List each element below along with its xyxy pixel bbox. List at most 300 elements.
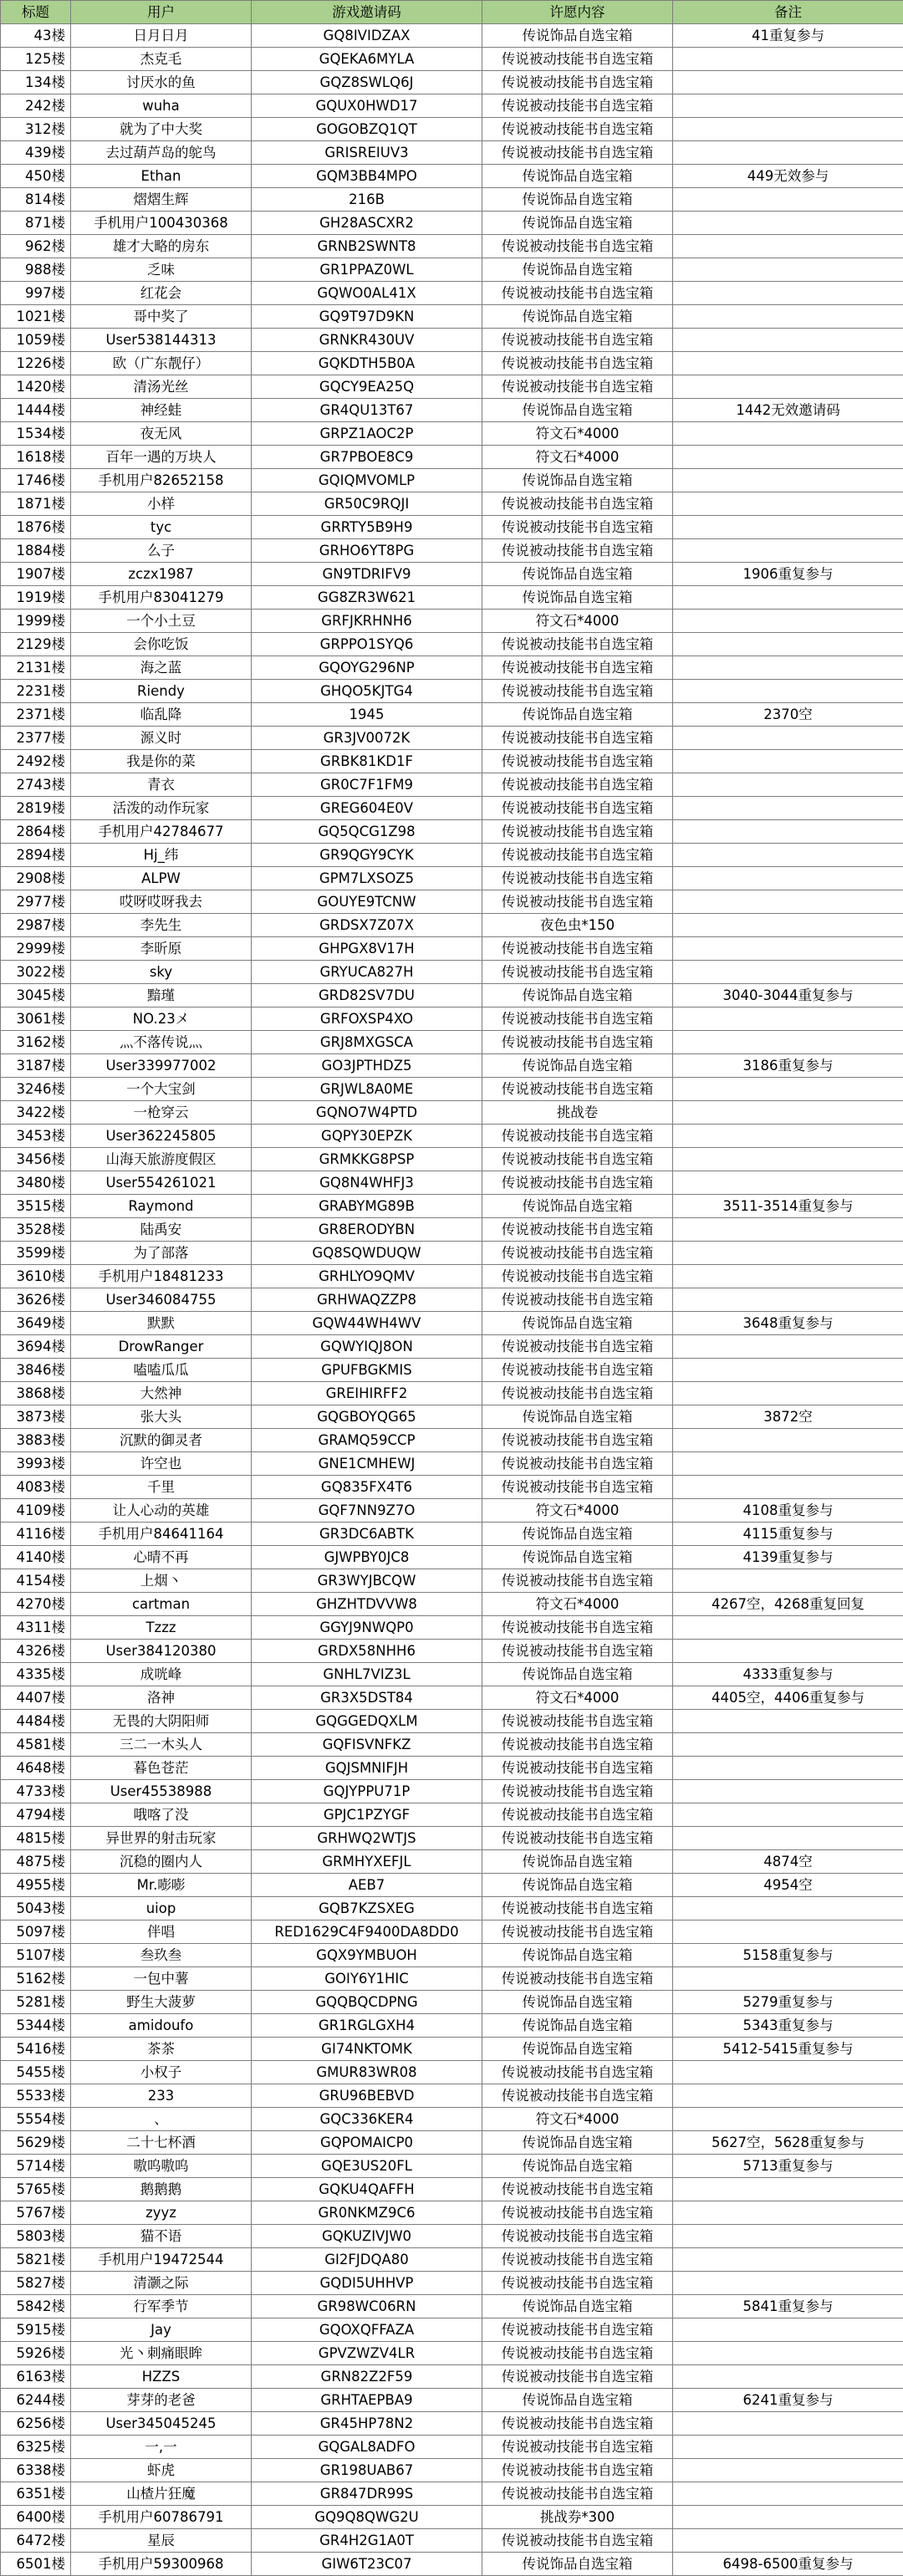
- table-row: [1, 1148, 903, 1171]
- wish-content-cell: 传说被动技能书自选宝箱: [482, 2248, 673, 2272]
- table-row: [1, 2506, 903, 2529]
- wish-content-cell: 传说被动技能书自选宝箱: [482, 48, 673, 71]
- remark-cell: 2370空: [673, 703, 903, 727]
- table-row: [1, 1710, 903, 1733]
- user-cell: 熠熠生辉: [71, 188, 252, 212]
- invite-code-cell: GOGOBZQ1QT: [252, 118, 482, 141]
- floor-cell: 3453楼: [1, 1125, 71, 1148]
- remark-cell: [673, 937, 903, 961]
- invite-code-cell: GQKU4QAFFH: [252, 2178, 482, 2201]
- table-row: [1, 2482, 903, 2506]
- wish-content-cell: 传说被动技能书自选宝箱: [482, 797, 673, 820]
- user-cell: User554261021: [71, 1171, 252, 1195]
- invite-code-cell: GH28ASCXR2: [252, 212, 482, 235]
- table-row: [1, 937, 903, 961]
- header-user: 用户: [71, 1, 252, 24]
- floor-cell: 1618楼: [1, 446, 71, 469]
- user-cell: 活泼的动作玩家: [71, 797, 252, 820]
- remark-cell: [673, 2342, 903, 2365]
- floor-cell: 4733楼: [1, 1780, 71, 1803]
- remark-cell: [673, 2318, 903, 2342]
- invite-code-cell: GG8ZR3W621: [252, 586, 482, 610]
- floor-cell: 3162楼: [1, 1031, 71, 1054]
- wish-content-cell: 传说被动技能书自选宝箱: [482, 1569, 673, 1593]
- remark-cell: [673, 773, 903, 797]
- floor-cell: 4955楼: [1, 1874, 71, 1897]
- remark-cell: [673, 235, 903, 258]
- remark-cell: [673, 1031, 903, 1054]
- floor-cell: 1999楼: [1, 610, 71, 633]
- user-cell: 千里: [71, 1476, 252, 1499]
- user-cell: User362245805: [71, 1125, 252, 1148]
- wish-content-cell: 传说被动技能书自选宝箱: [482, 235, 673, 258]
- invite-code-cell: GGYJ9NWQP0: [252, 1616, 482, 1640]
- wish-content-cell: 传说被动技能书自选宝箱: [482, 71, 673, 94]
- user-cell: 三二一木头人: [71, 1733, 252, 1757]
- floor-cell: 5765楼: [1, 2178, 71, 2201]
- floor-cell: 1420楼: [1, 375, 71, 399]
- table-row: [1, 258, 903, 282]
- user-cell: 山海天旅游度假区: [71, 1148, 252, 1171]
- remark-cell: [673, 1078, 903, 1101]
- remark-cell: [673, 1757, 903, 1780]
- table-row: [1, 1523, 903, 1546]
- remark-cell: 4954空: [673, 1874, 903, 1897]
- floor-cell: 2231楼: [1, 680, 71, 703]
- floor-cell: 450楼: [1, 165, 71, 188]
- floor-cell: 1871楼: [1, 492, 71, 516]
- table-row: [1, 2225, 903, 2248]
- wish-content-cell: 传说饰品自选宝箱: [482, 984, 673, 1007]
- floor-cell: 5416楼: [1, 2038, 71, 2061]
- invite-code-cell: GNE1CMHEWJ: [252, 1452, 482, 1476]
- remark-cell: [673, 727, 903, 750]
- table-row: [1, 422, 903, 446]
- user-cell: 手机用户18481233: [71, 1265, 252, 1288]
- remark-cell: 1906重复参与: [673, 563, 903, 586]
- wish-content-cell: 传说被动技能书自选宝箱: [482, 1827, 673, 1850]
- table-row: [1, 1405, 903, 1429]
- floor-cell: 5455楼: [1, 2061, 71, 2084]
- floor-cell: 988楼: [1, 258, 71, 282]
- table-row: [1, 2131, 903, 2155]
- remark-cell: [673, 2248, 903, 2272]
- remark-cell: 6241重复参与: [673, 2389, 903, 2412]
- table-row: [1, 446, 903, 469]
- table-row: [1, 1757, 903, 1780]
- invite-code-cell: 216B: [252, 188, 482, 212]
- wish-content-cell: 传说饰品自选宝箱: [482, 1546, 673, 1569]
- table-row: [1, 305, 903, 329]
- invite-code-cell: GRHWQ2WTJS: [252, 1827, 482, 1850]
- user-cell: 山楂片狂魔: [71, 2482, 252, 2506]
- table-row: [1, 961, 903, 984]
- user-cell: Mr.嘭嘭: [71, 1874, 252, 1897]
- floor-cell: 5043楼: [1, 1897, 71, 1921]
- remark-cell: 6498-6500重复参与: [673, 2553, 903, 2576]
- remark-cell: [673, 867, 903, 890]
- remark-cell: [673, 1569, 903, 1593]
- wish-content-cell: 传说被动技能书自选宝箱: [482, 1452, 673, 1476]
- wish-content-cell: 传说被动技能书自选宝箱: [482, 750, 673, 773]
- invite-code-cell: GI74NKTOMK: [252, 2038, 482, 2061]
- table-row: [1, 1827, 903, 1850]
- remark-cell: 1442无效邀请码: [673, 399, 903, 422]
- remark-cell: [673, 282, 903, 305]
- wish-content-cell: 传说被动技能书自选宝箱: [482, 2061, 673, 2084]
- floor-cell: 5821楼: [1, 2248, 71, 2272]
- wish-content-cell: 挑战券*300: [482, 2506, 673, 2529]
- remark-cell: [673, 71, 903, 94]
- table-row: [1, 2108, 903, 2131]
- remark-cell: [673, 2061, 903, 2084]
- wish-content-cell: 传说被动技能书自选宝箱: [482, 1476, 673, 1499]
- table-row: [1, 656, 903, 680]
- user-cell: 猫不语: [71, 2225, 252, 2248]
- invite-code-cell: GQIQMVOMLP: [252, 469, 482, 492]
- floor-cell: 1059楼: [1, 329, 71, 352]
- wish-content-cell: 传说被动技能书自选宝箱: [482, 1148, 673, 1171]
- floor-cell: 1021楼: [1, 305, 71, 329]
- floor-cell: 1746楼: [1, 469, 71, 492]
- invite-code-cell: AEB7: [252, 1874, 482, 1897]
- wish-content-cell: 传说被动技能书自选宝箱: [482, 773, 673, 797]
- remark-cell: [673, 1780, 903, 1803]
- user-cell: 、: [71, 2108, 252, 2131]
- table-row: [1, 2342, 903, 2365]
- remark-cell: [673, 2412, 903, 2436]
- wish-content-cell: 传说饰品自选宝箱: [482, 1874, 673, 1897]
- user-cell: 杰克毛: [71, 48, 252, 71]
- invite-code-cell: GIW6T23C07: [252, 2553, 482, 2576]
- table-row: [1, 1944, 903, 1967]
- user-cell: 暮色苍茫: [71, 1757, 252, 1780]
- invite-code-cell: GR98WC06RN: [252, 2295, 482, 2318]
- remark-cell: [673, 48, 903, 71]
- floor-cell: 5827楼: [1, 2272, 71, 2295]
- table-row: [1, 2084, 903, 2108]
- remark-cell: [673, 680, 903, 703]
- wish-content-cell: 传说被动技能书自选宝箱: [482, 1897, 673, 1921]
- table-row: [1, 2436, 903, 2459]
- wish-content-cell: 传说饰品自选宝箱: [482, 1054, 673, 1078]
- remark-cell: [673, 118, 903, 141]
- invite-code-cell: GRHO6YT8PG: [252, 539, 482, 563]
- wish-content-cell: 符文石*4000: [482, 610, 673, 633]
- remark-cell: [673, 1616, 903, 1640]
- user-cell: 一包中薯: [71, 1967, 252, 1991]
- wish-content-cell: 传说被动技能书自选宝箱: [482, 867, 673, 890]
- remark-cell: 3872空: [673, 1405, 903, 1429]
- wish-content-cell: 传说被动技能书自选宝箱: [482, 1335, 673, 1359]
- table-row: [1, 1874, 903, 1897]
- table-row: [1, 1593, 903, 1616]
- floor-cell: 43楼: [1, 24, 71, 48]
- table-row: [1, 375, 903, 399]
- remark-cell: 5412-5415重复参与: [673, 2038, 903, 2061]
- remark-cell: [673, 1335, 903, 1359]
- floor-cell: 962楼: [1, 235, 71, 258]
- floor-cell: 3528楼: [1, 1218, 71, 1242]
- user-cell: cartman: [71, 1593, 252, 1616]
- remark-cell: 41重复参与: [673, 24, 903, 48]
- remark-cell: [673, 2178, 903, 2201]
- user-cell: 一,一: [71, 2436, 252, 2459]
- table-row: [1, 984, 903, 1007]
- floor-cell: 6338楼: [1, 2459, 71, 2482]
- table-row: [1, 2155, 903, 2178]
- user-cell: 去过葫芦岛的鸵鸟: [71, 141, 252, 165]
- table-row: [1, 2459, 903, 2482]
- user-cell: 海之蓝: [71, 656, 252, 680]
- table-row: [1, 680, 903, 703]
- table-row: [1, 2014, 903, 2038]
- table-row: [1, 235, 903, 258]
- user-cell: Riendy: [71, 680, 252, 703]
- remark-cell: 4115重复参与: [673, 1523, 903, 1546]
- user-cell: 光丶刺痛眼眸: [71, 2342, 252, 2365]
- remark-cell: [673, 1803, 903, 1827]
- remark-cell: [673, 1452, 903, 1476]
- user-cell: 李昕原: [71, 937, 252, 961]
- remark-cell: [673, 2225, 903, 2248]
- invite-code-cell: GR847DR99S: [252, 2482, 482, 2506]
- invite-code-cell: GRN82Z2F59: [252, 2365, 482, 2389]
- user-cell: 日月日月: [71, 24, 252, 48]
- user-cell: 233: [71, 2084, 252, 2108]
- floor-cell: 6472楼: [1, 2529, 71, 2553]
- floor-cell: 5926楼: [1, 2342, 71, 2365]
- remark-cell: [673, 1827, 903, 1850]
- remark-cell: [673, 633, 903, 656]
- floor-cell: 2129楼: [1, 633, 71, 656]
- user-cell: Ethan: [71, 165, 252, 188]
- invite-code-cell: GRDX58NHH6: [252, 1640, 482, 1663]
- floor-cell: 3246楼: [1, 1078, 71, 1101]
- invite-code-cell: GQEKA6MYLA: [252, 48, 482, 71]
- table-row: [1, 516, 903, 539]
- table-row: [1, 797, 903, 820]
- table-row: [1, 1546, 903, 1569]
- wish-content-cell: 传说被动技能书自选宝箱: [482, 492, 673, 516]
- remark-cell: [673, 469, 903, 492]
- floor-cell: 4875楼: [1, 1850, 71, 1874]
- wish-content-cell: 传说饰品自选宝箱: [482, 703, 673, 727]
- remark-cell: [673, 516, 903, 539]
- remark-cell: 449无效参与: [673, 165, 903, 188]
- floor-cell: 5714楼: [1, 2155, 71, 2178]
- user-cell: 上烟丶: [71, 1569, 252, 1593]
- floor-cell: 3456楼: [1, 1148, 71, 1171]
- invite-code-cell: GQFISVNFKZ: [252, 1733, 482, 1757]
- floor-cell: 242楼: [1, 94, 71, 118]
- floor-cell: 3422楼: [1, 1101, 71, 1125]
- user-cell: 清汤光丝: [71, 375, 252, 399]
- wish-content-cell: 传说被动技能书自选宝箱: [482, 1031, 673, 1054]
- invite-code-cell: GR4H2G1A0T: [252, 2529, 482, 2553]
- remark-cell: [673, 1897, 903, 1921]
- remark-cell: [673, 2529, 903, 2553]
- invite-code-cell: GQW44WH4WV: [252, 1312, 482, 1335]
- invite-code-cell: GRYUCA827H: [252, 961, 482, 984]
- floor-cell: 2131楼: [1, 656, 71, 680]
- invite-code-cell: GQKDTH5B0A: [252, 352, 482, 375]
- invite-code-cell: GR1RGLGXH4: [252, 2014, 482, 2038]
- user-cell: 虾虎: [71, 2459, 252, 2482]
- floor-cell: 5162楼: [1, 1967, 71, 1991]
- floor-cell: 2371楼: [1, 703, 71, 727]
- invite-code-cell: GR50C9RQJI: [252, 492, 482, 516]
- floor-cell: 2987楼: [1, 914, 71, 937]
- remark-cell: [673, 1171, 903, 1195]
- invite-code-cell: GRU96BEBVD: [252, 2084, 482, 2108]
- user-cell: 小样: [71, 492, 252, 516]
- wish-content-cell: 传说被动技能书自选宝箱: [482, 1125, 673, 1148]
- invite-code-cell: GN9TDRIFV9: [252, 563, 482, 586]
- invite-code-cell: GRNKR430UV: [252, 329, 482, 352]
- table-row: [1, 2295, 903, 2318]
- wish-content-cell: 传说被动技能书自选宝箱: [482, 727, 673, 750]
- floor-cell: 3599楼: [1, 1242, 71, 1265]
- invite-code-cell: GR45HP78N2: [252, 2412, 482, 2436]
- invite-code-cell: RED1629C4F9400DA8DD0: [252, 1921, 482, 1944]
- invite-code-cell: GO3JPTHDZ5: [252, 1054, 482, 1078]
- floor-cell: 2977楼: [1, 890, 71, 914]
- wish-content-cell: 传说饰品自选宝箱: [482, 2131, 673, 2155]
- table-row: [1, 1101, 903, 1125]
- table-row: [1, 188, 903, 212]
- user-cell: 嗷呜嗷呜: [71, 2155, 252, 2178]
- wish-content-cell: 传说饰品自选宝箱: [482, 212, 673, 235]
- wish-content-cell: 传说被动技能书自选宝箱: [482, 820, 673, 844]
- user-cell: tyc: [71, 516, 252, 539]
- user-cell: 野生大菠萝: [71, 1991, 252, 2014]
- floor-cell: 4335楼: [1, 1663, 71, 1686]
- invite-code-cell: GQM3BB4MPO: [252, 165, 482, 188]
- floor-cell: 1919楼: [1, 586, 71, 610]
- wish-content-cell: 传说饰品自选宝箱: [482, 1405, 673, 1429]
- floor-cell: 3061楼: [1, 1007, 71, 1031]
- invite-code-cell: GR0C7F1FM9: [252, 773, 482, 797]
- floor-cell: 4270楼: [1, 1593, 71, 1616]
- floor-cell: 3187楼: [1, 1054, 71, 1078]
- remark-cell: [673, 1265, 903, 1288]
- remark-cell: [673, 1640, 903, 1663]
- user-cell: 洛神: [71, 1686, 252, 1710]
- remark-cell: [673, 656, 903, 680]
- remark-cell: [673, 188, 903, 212]
- invite-code-cell: GQOYG296NP: [252, 656, 482, 680]
- floor-cell: 4581楼: [1, 1733, 71, 1757]
- user-cell: 手机用户42784677: [71, 820, 252, 844]
- wish-content-cell: 传说被动技能书自选宝箱: [482, 1078, 673, 1101]
- wish-content-cell: 传说被动技能书自选宝箱: [482, 961, 673, 984]
- remark-cell: [673, 212, 903, 235]
- user-cell: 黯瑾: [71, 984, 252, 1007]
- invite-code-cell: GRPZ1AOC2P: [252, 422, 482, 446]
- invite-code-cell: GOIY6Y1HIC: [252, 1967, 482, 1991]
- invite-code-cell: GQQBQCDPNG: [252, 1991, 482, 2014]
- user-cell: 神经蛙: [71, 399, 252, 422]
- remark-cell: [673, 1429, 903, 1452]
- invite-code-cell: GRMKKG8PSP: [252, 1148, 482, 1171]
- wish-content-cell: 传说被动技能书自选宝箱: [482, 2272, 673, 2295]
- remark-cell: 4333重复参与: [673, 1663, 903, 1686]
- wish-content-cell: 传说饰品自选宝箱: [482, 469, 673, 492]
- table-row: [1, 1078, 903, 1101]
- table-row: [1, 1171, 903, 1195]
- floor-cell: 4648楼: [1, 1757, 71, 1780]
- floor-cell: 2894楼: [1, 844, 71, 867]
- floor-cell: 6501楼: [1, 2553, 71, 2576]
- wish-content-cell: 传说被动技能书自选宝箱: [482, 1640, 673, 1663]
- invite-code-cell: GQDI5UHHVP: [252, 2272, 482, 2295]
- table-row: [1, 1967, 903, 1991]
- user-cell: 我是你的菜: [71, 750, 252, 773]
- floor-cell: 6256楼: [1, 2412, 71, 2436]
- table-row: [1, 2412, 903, 2436]
- table-row: [1, 2038, 903, 2061]
- invite-code-cell: GOUYE9TCNW: [252, 890, 482, 914]
- floor-cell: 4140楼: [1, 1546, 71, 1569]
- invite-code-cell: GR9QGY9CYK: [252, 844, 482, 867]
- wish-content-cell: 传说被动技能书自选宝箱: [482, 937, 673, 961]
- floor-cell: 5629楼: [1, 2131, 71, 2155]
- user-cell: 伴唱: [71, 1921, 252, 1944]
- floor-cell: 1907楼: [1, 563, 71, 586]
- user-cell: 大然神: [71, 1382, 252, 1405]
- remark-cell: [673, 914, 903, 937]
- user-cell: 临乱降: [71, 703, 252, 727]
- table-row: [1, 1218, 903, 1242]
- table-row: [1, 586, 903, 610]
- invite-code-cell: GJWPBY0JC8: [252, 1546, 482, 1569]
- user-cell: 嗑嗑瓜瓜: [71, 1359, 252, 1382]
- table-body: [1, 24, 903, 2576]
- remark-cell: [673, 1967, 903, 1991]
- wish-content-cell: 传说被动技能书自选宝箱: [482, 2482, 673, 2506]
- remark-cell: 3511-3514重复参与: [673, 1195, 903, 1218]
- user-cell: 沉稳的圈内人: [71, 1850, 252, 1874]
- invite-code-cell: GQOXQFFAZA: [252, 2318, 482, 2342]
- wish-content-cell: 传说饰品自选宝箱: [482, 2155, 673, 2178]
- wish-content-cell: 传说被动技能书自选宝箱: [482, 2084, 673, 2108]
- invite-code-cell: GQC336KER4: [252, 2108, 482, 2131]
- user-cell: sky: [71, 961, 252, 984]
- user-cell: 手机用户82652158: [71, 469, 252, 492]
- invite-code-cell: GRBK81KD1F: [252, 750, 482, 773]
- remark-cell: [673, 1218, 903, 1242]
- user-cell: NO.23メ: [71, 1007, 252, 1031]
- user-cell: 欧（广东靓仔）: [71, 352, 252, 375]
- user-cell: 手机用户84641164: [71, 1523, 252, 1546]
- wish-content-cell: 传说被动技能书自选宝箱: [482, 141, 673, 165]
- wish-content-cell: 传说被动技能书自选宝箱: [482, 844, 673, 867]
- floor-cell: 5554楼: [1, 2108, 71, 2131]
- wish-content-cell: 符文石*4000: [482, 1593, 673, 1616]
- floor-cell: 4484楼: [1, 1710, 71, 1733]
- wish-content-cell: 传说被动技能书自选宝箱: [482, 2529, 673, 2553]
- remark-cell: [673, 1101, 903, 1125]
- floor-cell: 4311楼: [1, 1616, 71, 1640]
- invite-code-cell: GRRTY5B9H9: [252, 516, 482, 539]
- user-cell: uiop: [71, 1897, 252, 1921]
- invite-code-cell: GR3WYJBCQW: [252, 1569, 482, 1593]
- floor-cell: 5344楼: [1, 2014, 71, 2038]
- invite-code-cell: GR7PBOE8C9: [252, 446, 482, 469]
- remark-cell: 5713重复参与: [673, 2155, 903, 2178]
- table-row: [1, 1007, 903, 1031]
